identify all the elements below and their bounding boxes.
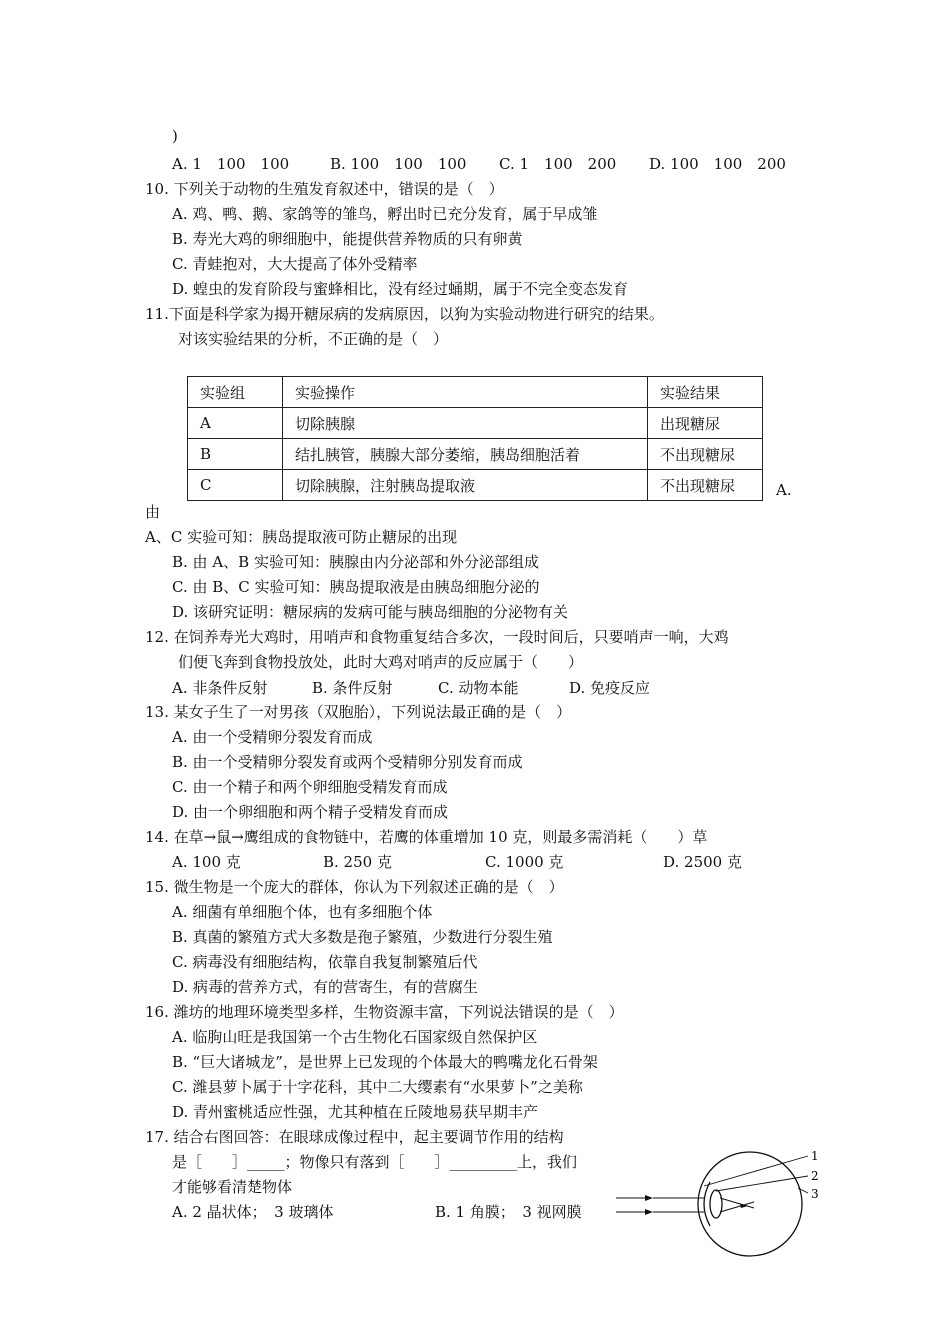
q13-option-c: C. 由一个精子和两个卵细胞受精发育而成 — [172, 778, 448, 796]
table-header-row — [188, 377, 763, 408]
q11-stem-line2: 对该实验结果的分析，不正确的是（ ） — [178, 330, 449, 348]
q17-option-a: A. 2 晶状体； 3 玻璃体 — [172, 1203, 334, 1221]
table-row — [188, 439, 763, 470]
q9-option-a: A. 1 100 100 — [172, 155, 290, 173]
q10-option-c: C. 青蛙抱对，大大提高了体外受精率 — [172, 255, 418, 273]
table-cell: 结扎胰管，胰腺大部分萎缩，胰岛细胞活着 — [283, 439, 648, 470]
leader-line — [798, 1188, 808, 1193]
q16-option-d: D. 青州蜜桃适应性强，尤其种植在丘陵地易获早期丰产 — [172, 1103, 539, 1121]
q10-stem: 10. 下列关于动物的生殖发育叙述中，错误的是（ ） — [145, 180, 504, 198]
q16-option-b: B. “巨大诸城龙”，是世界上已发现的个体最大的鸭嘴龙化石骨架 — [172, 1053, 598, 1071]
q15-option-a: A. 细菌有单细胞个体，也有多细胞个体 — [172, 903, 433, 921]
q12-stem-line1: 12. 在饲养寿光大鸡时，用哨声和食物重复结合多次，一段时间后，只要哨声一响，大鸡 — [145, 628, 729, 646]
eye-diagram — [612, 1146, 827, 1258]
q16-option-c: C. 潍县萝卜属于十字花科，其中二大缨素有“水果萝卜”之美称 — [172, 1078, 583, 1096]
cornea-shape — [704, 1182, 710, 1226]
q12-option-b: B. 条件反射 — [312, 679, 393, 697]
q9-tail: ) — [172, 127, 178, 145]
experiment-table — [187, 376, 763, 501]
q14-option-c: C. 1000 克 — [485, 853, 564, 871]
q16-stem: 16. 潍坊的地理环境类型多样，生物资源丰富，下列说法错误的是（ ） — [145, 1003, 624, 1021]
q14-option-a: A. 100 克 — [172, 853, 241, 871]
table-cell: A — [188, 408, 283, 439]
table-row — [188, 470, 763, 501]
table-cell: 切除胰腺 — [283, 408, 648, 439]
leader-line — [704, 1156, 808, 1186]
table-header-cell: 实验结果 — [648, 377, 763, 408]
q11-stem-line1: 11.下面是科学家为揭开糖尿病的发病原因，以狗为实验动物进行研究的结果。 — [145, 305, 664, 323]
q16-option-a: A. 临朐山旺是我国第一个古生物化石国家级自然保护区 — [172, 1028, 538, 1046]
q13-stem: 13. 某女子生了一对男孩（双胞胎），下列说法最正确的是（ ） — [145, 703, 572, 721]
q12-option-a: A. 非条件反射 — [172, 679, 268, 697]
q17-stem-line1: 17. 结合右图回答：在眼球成像过程中，起主要调节作用的结构 — [145, 1128, 564, 1146]
q11-option-c: C. 由 B、C 实验可知：胰岛提取液是由胰岛细胞分泌的 — [172, 578, 540, 596]
q14-option-b: B. 250 克 — [323, 853, 392, 871]
q13-option-b: B. 由一个受精卵分裂发育或两个受精卵分别发育而成 — [172, 753, 523, 771]
eyeball-outline — [698, 1152, 802, 1256]
q12-option-c: C. 动物本能 — [438, 679, 519, 697]
table-header-cell: 实验组 — [188, 377, 283, 408]
table-header-cell: 实验操作 — [283, 377, 648, 408]
q9-option-d: D. 100 100 200 — [649, 155, 786, 173]
table-cell: 切除胰腺，注射胰岛提取液 — [283, 470, 648, 501]
q15-option-c: C. 病毒没有细胞结构，依靠自我复制繁殖后代 — [172, 953, 478, 971]
lens-shape — [710, 1190, 722, 1218]
q17-stem-line2: 是［ ］_____；物像只有落到［ ］_________上，我们 — [172, 1153, 578, 1171]
q10-option-b: B. 寿光大鸡的卵细胞中，能提供营养物质的只有卵黄 — [172, 230, 523, 248]
figure-label-3: 3 — [811, 1187, 819, 1201]
q12-option-d: D. 免疫反应 — [569, 679, 651, 697]
table-cell: 不出现糖尿 — [648, 439, 763, 470]
figure-label-1: 1 — [811, 1149, 819, 1163]
q13-option-a: A. 由一个受精卵分裂发育而成 — [172, 728, 373, 746]
table-cell: 出现糖尿 — [648, 408, 763, 439]
table-cell: 不出现糖尿 — [648, 470, 763, 501]
q12-stem-line2: 们便飞奔到食物投放处，此时大鸡对哨声的反应属于（ ） — [178, 653, 584, 671]
arrow-icon — [645, 1195, 653, 1201]
figure-label-2: 2 — [811, 1169, 819, 1183]
q11-option-a-wrap: 由 — [145, 503, 161, 521]
q10-option-d: D. 蝗虫的发育阶段与蜜蜂相比，没有经过蛹期，属于不完全变态发育 — [172, 280, 629, 298]
q17-option-b: B. 1 角膜； 3 视网膜 — [435, 1203, 582, 1221]
q15-stem: 15. 微生物是一个庞大的群体，你认为下列叙述正确的是（ ） — [145, 878, 564, 896]
q14-stem: 14. 在草→鼠→鹰组成的食物链中，若鹰的体重增加 10 克，则最多需消耗（ ）草 — [145, 828, 708, 846]
q15-option-d: D. 病毒的营养方式，有的营寄生，有的营腐生 — [172, 978, 479, 996]
table-row — [188, 408, 763, 439]
q13-option-d: D. 由一个卵细胞和两个精子受精发育而成 — [172, 803, 449, 821]
q17-stem-line3: 才能够看清楚物体 — [172, 1178, 293, 1196]
q11-option-d: D. 该研究证明：糖尿病的发病可能与胰岛细胞的分泌物有关 — [172, 603, 569, 621]
arrow-icon — [645, 1209, 653, 1215]
q9-option-b: B. 100 100 100 — [330, 155, 467, 173]
q11-option-b: B. 由 A、B 实验可知：胰腺由内分泌部和外分泌部组成 — [172, 553, 539, 571]
q9-option-c: C. 1 100 200 — [499, 155, 617, 173]
q11-option-a-text: A、C 实验可知：胰岛提取液可防止糖尿的出现 — [145, 528, 458, 546]
q11-option-a-letter: A. — [776, 481, 792, 499]
table-cell: C — [188, 470, 283, 501]
q15-option-b: B. 真菌的繁殖方式大多数是孢子繁殖，少数进行分裂生殖 — [172, 928, 553, 946]
q10-option-a: A. 鸡、鸭、鹅、家鸽等的雏鸟，孵出时已充分发育，属于早成雏 — [172, 205, 598, 223]
q14-option-d: D. 2500 克 — [663, 853, 742, 871]
table-cell: B — [188, 439, 283, 470]
